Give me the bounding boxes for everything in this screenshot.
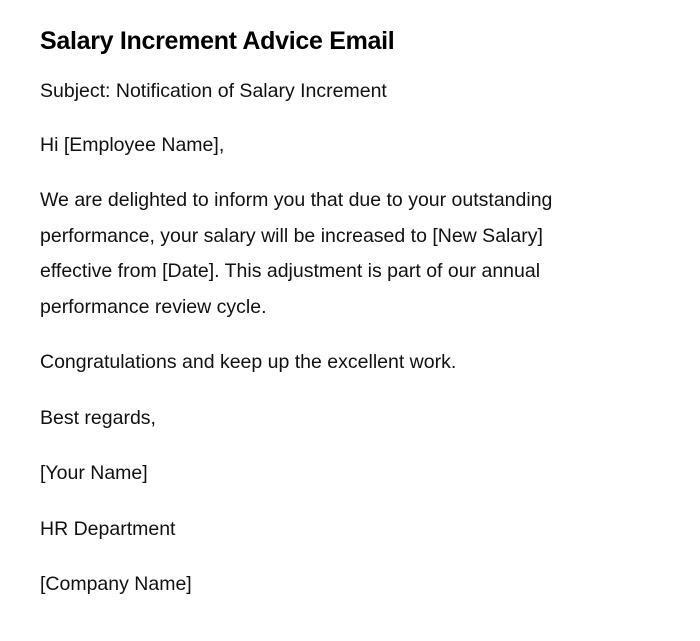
- company-name: [Company Name]: [40, 573, 192, 595]
- email-body: We are delighted to inform you that due to your outstanding performance, your salary will be increased to [New Salary] effective from [Date]. This adjustment is part of our annual performance review cycle.: [40, 189, 553, 318]
- email-greeting: Hi [Employee Name],: [40, 133, 225, 156]
- sender-name: [Your Name]: [40, 462, 148, 484]
- email-closing-line: Congratulations and keep up the excellent work.: [40, 351, 457, 373]
- document-title: Salary Increment Advice Email: [40, 27, 395, 55]
- sender-department: HR Department: [40, 517, 176, 540]
- email-signoff: Best regards,: [40, 406, 156, 429]
- email-subject: Subject: Notification of Salary Increment: [40, 80, 387, 102]
